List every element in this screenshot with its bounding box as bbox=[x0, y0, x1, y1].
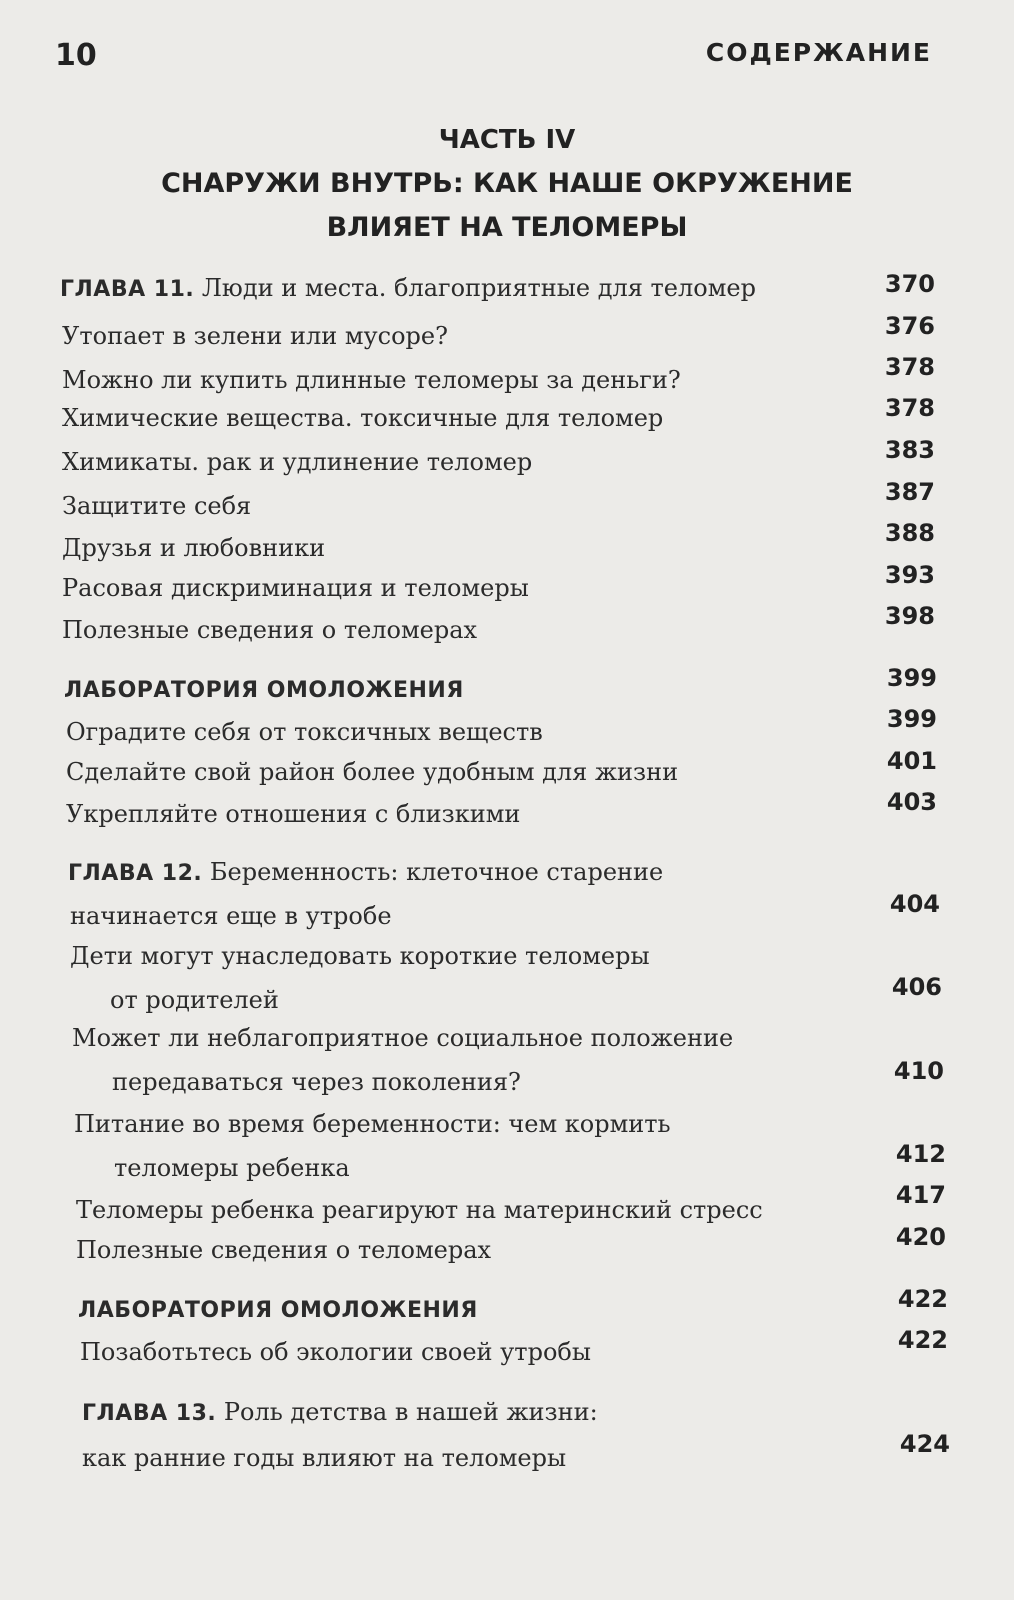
toc-entry: Может ли неблагоприятное социальное положение bbox=[72, 1024, 734, 1052]
toc-entry: Укрепляйте отношения с близкими bbox=[66, 800, 521, 828]
toc-page-number: 383 bbox=[884, 436, 935, 464]
toc-entry: ГЛАВА 12. Беременность: клеточное старение bbox=[68, 858, 664, 886]
toc-entry: Сделайте свой район более удобным для жизни bbox=[66, 758, 679, 786]
toc-page-number: 412 bbox=[895, 1140, 946, 1168]
part-title-line2: ВЛИЯЕТ НА ТЕЛОМЕРЫ bbox=[326, 212, 688, 243]
toc-entry: Полезные сведения о теломерах bbox=[62, 616, 478, 644]
toc-entry: Дети могут унаследовать короткие теломеры bbox=[70, 942, 650, 970]
toc-page-number: 370 bbox=[884, 270, 935, 298]
running-header: СОДЕРЖАНИЕ bbox=[705, 38, 932, 67]
toc-entry: Химические вещества. токсичные для теломер bbox=[62, 404, 664, 432]
toc-page-number: 417 bbox=[895, 1181, 946, 1209]
toc-page-number: 393 bbox=[884, 561, 935, 589]
toc-entry: ГЛАВА 11. Люди и места. благоприятные для теломер bbox=[60, 274, 756, 302]
toc-page-number: 398 bbox=[884, 602, 935, 630]
toc-page-number: 376 bbox=[884, 312, 935, 340]
toc-page-number: 403 bbox=[886, 788, 937, 816]
toc-entry: Химикаты. рак и удлинение теломер bbox=[62, 448, 533, 476]
toc-page-number: 378 bbox=[884, 394, 935, 422]
toc-page-number: 401 bbox=[886, 747, 937, 775]
toc-entry: Позаботьтесь об экологии своей утробы bbox=[80, 1338, 591, 1366]
toc-entry: Расовая дискриминация и теломеры bbox=[62, 574, 529, 602]
toc-page-number: 387 bbox=[884, 478, 935, 506]
toc-entry: Защитите себя bbox=[62, 492, 252, 520]
toc-entry: Утопает в зелени или мусоре? bbox=[62, 322, 448, 350]
toc-page-number: 399 bbox=[886, 664, 937, 692]
toc-page-number: 378 bbox=[884, 353, 935, 381]
toc-page-number: 422 bbox=[897, 1285, 948, 1313]
toc-page-number: 410 bbox=[893, 1057, 944, 1085]
toc-section-heading: ЛАБОРАТОРИЯ ОМОЛОЖЕНИЯ bbox=[64, 678, 464, 703]
toc-entry: Питание во время беременности: чем кормить bbox=[74, 1110, 671, 1138]
toc-entry-continuation: теломеры ребенка bbox=[114, 1154, 350, 1182]
toc-page-number: 399 bbox=[886, 705, 937, 733]
toc-page-number: 424 bbox=[899, 1430, 950, 1458]
toc-entry-continuation: передаваться через поколения? bbox=[112, 1068, 521, 1096]
toc-entry: Можно ли купить длинные теломеры за деньги? bbox=[62, 366, 681, 394]
toc-page-number: 420 bbox=[895, 1223, 946, 1251]
toc-entry: Друзья и любовники bbox=[62, 534, 326, 562]
toc-page-number: 404 bbox=[889, 890, 940, 918]
part-number: ЧАСТЬ IV bbox=[438, 125, 576, 155]
toc-entry-continuation: начинается еще в утробе bbox=[70, 902, 392, 930]
toc-entry-continuation: как ранние годы влияют на теломеры bbox=[82, 1444, 567, 1472]
toc-entry: Оградите себя от токсичных веществ bbox=[66, 718, 543, 746]
toc-entry-continuation: от родителей bbox=[110, 986, 279, 1014]
toc-entry: Полезные сведения о теломерах bbox=[76, 1236, 492, 1264]
toc-section-heading: ЛАБОРАТОРИЯ ОМОЛОЖЕНИЯ bbox=[78, 1298, 478, 1323]
part-title-line1: СНАРУЖИ ВНУТРЬ: КАК НАШЕ ОКРУЖЕНИЕ bbox=[161, 168, 853, 199]
toc-entry: ГЛАВА 13. Роль детства в нашей жизни: bbox=[82, 1398, 598, 1426]
toc-entry: Теломеры ребенка реагируют на материнский стресс bbox=[76, 1196, 763, 1224]
toc-page-number: 422 bbox=[897, 1326, 948, 1354]
page-number: 10 bbox=[55, 38, 97, 73]
toc-page-number: 406 bbox=[891, 973, 942, 1001]
toc-page-number: 388 bbox=[884, 519, 935, 547]
